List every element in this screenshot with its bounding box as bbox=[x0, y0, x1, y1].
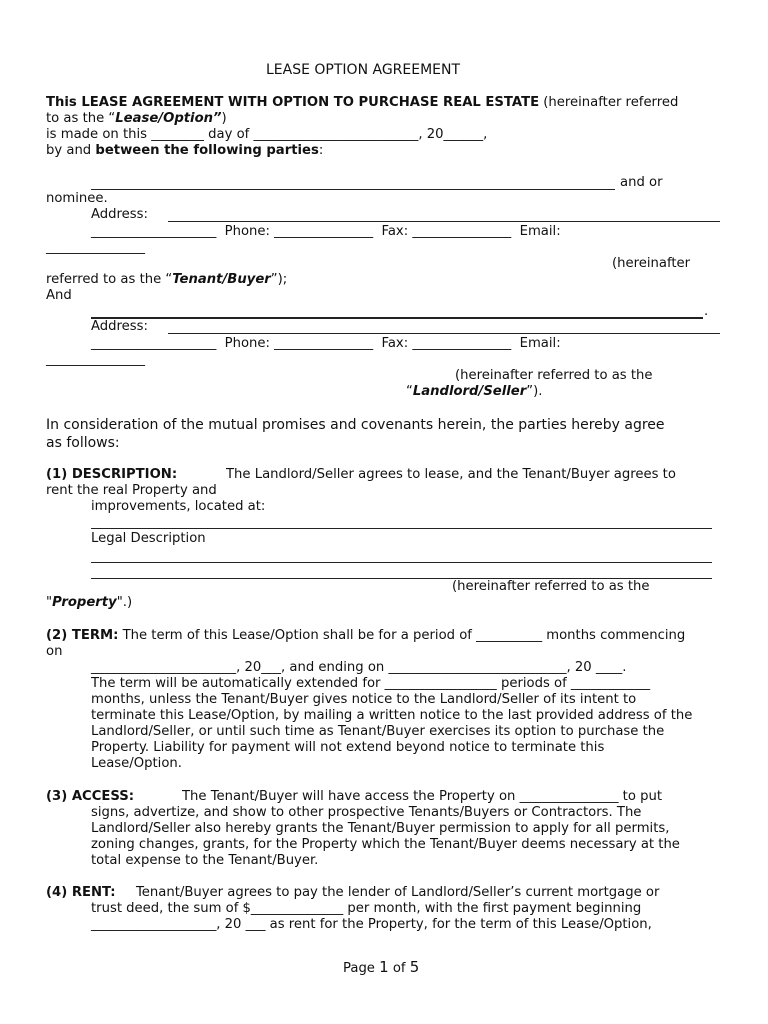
landlord-name-period: . bbox=[704, 304, 709, 319]
section-4-line-2: trust deed, the sum of $______________ per month, with the first payment beginning bbox=[91, 901, 642, 916]
property-ref-text: ".) bbox=[116, 595, 133, 610]
lease-option-term: Lease/Option” bbox=[115, 111, 222, 126]
section-1-heading: (1) DESCRIPTION: bbox=[46, 467, 178, 482]
section-2-line-5: months, unless the Tenant/Buyer gives notice to the Landlord/Seller of its intent to bbox=[91, 692, 637, 707]
property-ref-text: " bbox=[46, 595, 53, 610]
consideration-line-2: as follows: bbox=[46, 435, 120, 451]
landlord-seller-term: Landlord/Seller bbox=[412, 384, 527, 399]
section-2-line-8: Property. Liability for payment will not extend beyond notice to terminate this bbox=[91, 740, 605, 755]
landlord-ref-text: ”). bbox=[526, 384, 543, 399]
property-hereinafter: (hereinafter referred to as the bbox=[452, 579, 650, 594]
property-reference-line bbox=[46, 595, 132, 611]
tenant-email-blank: _______________ bbox=[46, 240, 145, 255]
section-2-text: The term of this Lease/Option shall be for a period of __________ months commencing bbox=[118, 628, 686, 643]
landlord-email-blank: _______________ bbox=[46, 352, 145, 367]
tenant-ref-text: ”); bbox=[270, 272, 288, 287]
page-label: Page bbox=[343, 961, 380, 976]
property-term: Property bbox=[52, 595, 117, 610]
legal-description-label: Legal Description bbox=[91, 531, 206, 546]
landlord-contact-line: ___________________ Phone: _______________ Fax: _______________ Email: bbox=[91, 336, 561, 351]
section-3-line-5: total expense to the Tenant/Buyer. bbox=[91, 853, 319, 868]
section-2-line-9: Lease/Option. bbox=[91, 756, 182, 771]
and-or-label: and or bbox=[620, 175, 663, 190]
tenant-ref-text: referred to as the “ bbox=[46, 272, 173, 287]
consideration-line-1: In consideration of the mutual promises and covenants herein, the parties hereby agree bbox=[46, 417, 665, 433]
landlord-name-blank bbox=[91, 317, 703, 319]
section-3-line-3: Landlord/Seller also hereby grants the Tenant/Buyer permission to apply for all permits, bbox=[91, 821, 670, 836]
tenant-address-blank bbox=[168, 221, 720, 222]
intro-text: : bbox=[318, 143, 324, 158]
tenant-hereinafter: (hereinafter bbox=[612, 256, 691, 271]
date-blank-line: is made on this ________ day of _________________________, 20______, bbox=[46, 127, 488, 142]
and-label: And bbox=[46, 288, 72, 303]
landlord-ref-text: “ bbox=[406, 384, 413, 399]
section-3-line-4: zoning changes, grants, for the Property which the Tenant/Buyer deems necessary at the bbox=[91, 837, 680, 852]
section-1-line-1: The Landlord/Seller agrees to lease, and the Tenant/Buyer agrees to bbox=[226, 467, 676, 482]
intro-text: (hereinafter referred bbox=[539, 95, 679, 110]
intro-line-4 bbox=[46, 143, 323, 159]
section-2-line-2: on bbox=[46, 644, 63, 659]
intro-agreement-name: This LEASE AGREEMENT WITH OPTION TO PURCHASE REAL ESTATE bbox=[46, 95, 540, 110]
section-2-line-3: ______________________, 20___, and ending on ___________________________, 20 ____. bbox=[91, 660, 627, 675]
legal-description-blank-1 bbox=[91, 562, 712, 563]
property-address-blank bbox=[91, 528, 712, 529]
landlord-hereinafter: (hereinafter referred to as the bbox=[455, 368, 653, 383]
section-2-line-1 bbox=[46, 628, 685, 644]
section-2-line-4: The term will be automatically extended for _________________ periods of ____________ bbox=[91, 676, 651, 691]
tenant-buyer-term: Tenant/Buyer bbox=[172, 272, 271, 287]
intro-text: to as the “ bbox=[46, 111, 116, 126]
section-2-heading: (2) TERM: bbox=[46, 628, 119, 643]
nominee-label: nominee. bbox=[46, 191, 108, 206]
landlord-reference-line bbox=[406, 384, 542, 400]
page-of-label: of bbox=[388, 961, 410, 976]
section-2-line-6: terminate this Lease/Option, by mailing a written notice to the last provided address of the bbox=[91, 708, 693, 723]
section-1-line-2: rent the real Property and bbox=[46, 483, 217, 498]
section-3-line-1: The Tenant/Buyer will have access the Property on _______________ to put bbox=[182, 789, 663, 804]
landlord-address-blank bbox=[168, 333, 720, 334]
page-number bbox=[343, 959, 419, 977]
section-1-line-3: improvements, located at: bbox=[91, 499, 266, 514]
section-3-heading: (3) ACCESS: bbox=[46, 789, 135, 804]
current-page: 1 bbox=[379, 958, 389, 976]
tenant-reference-line bbox=[46, 272, 287, 288]
intro-text: by and bbox=[46, 143, 96, 158]
total-pages: 5 bbox=[409, 958, 420, 976]
tenant-name-blank bbox=[91, 189, 615, 190]
landlord-address-label: Address: bbox=[91, 319, 148, 334]
tenant-address-label: Address: bbox=[91, 207, 148, 222]
document-title: LEASE OPTION AGREEMENT bbox=[266, 62, 461, 78]
intro-line-2 bbox=[46, 111, 227, 127]
section-4-line-1: Tenant/Buyer agrees to pay the lender of Landlord/Seller’s current mortgage or bbox=[136, 885, 660, 900]
section-4-line-3: ___________________, 20 ___ as rent for the Property, for the term of this Lease/Option, bbox=[91, 917, 652, 932]
section-4-heading: (4) RENT: bbox=[46, 885, 116, 900]
intro-line-1 bbox=[46, 95, 678, 111]
intro-text: ) bbox=[221, 111, 227, 126]
tenant-contact-line: ___________________ Phone: _______________ Fax: _______________ Email: bbox=[91, 224, 561, 239]
parties-heading: between the following parties bbox=[95, 143, 319, 158]
section-3-line-2: signs, advertize, and show to other prospective Tenants/Buyers or Contractors. The bbox=[91, 805, 642, 820]
section-2-line-7: Landlord/Seller, or until such time as Tenant/Buyer exercises its option to purchase the bbox=[91, 724, 665, 739]
